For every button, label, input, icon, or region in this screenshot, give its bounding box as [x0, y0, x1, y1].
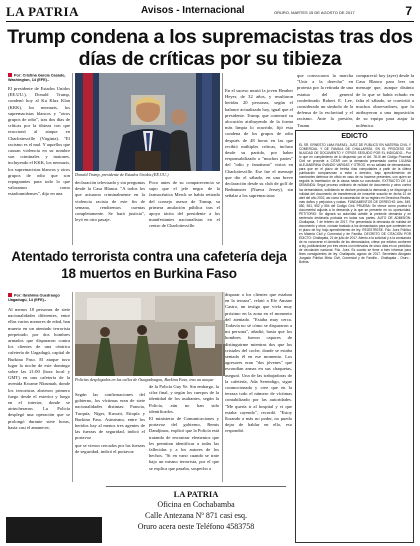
trump-photo-caption: Donald Trump, presidente de Estados Unidos (EE.UU.)	[75, 172, 169, 177]
edicto-notice	[295, 130, 414, 543]
story2-headline: Atentado terrorista contra una cafetería deja 18 muertos en Burkina Faso	[11, 249, 287, 281]
issue-date: ORURO, MARTES 15 DE AGOSTO DE 2017	[274, 10, 355, 15]
story1-column-6	[356, 73, 414, 127]
story1-column-3	[149, 180, 220, 246]
story1-column-2-text: declaración televisada y sin preguntas desde la Casa Blanca. "A todos los que actuaron criminalmente en la violencia racista de este fin de semana, rendiremos cuentas completamente. Se hará justicia", leyó en otro pasaje.	[75, 180, 145, 223]
story2-column-2-text: Según las confirmaciones del gobierno, los víctimas eran de siete nacionalidades distintas: Francia, Turquía, Níger, Kuwait, Etiopía y Burkina Faso. Asimismo, entre los heridos hay al menos tres agentes de las fuerzas de seguridad, indicó el portavoz	[75, 392, 145, 441]
story1-column-5-text: que convocaron la marcha "Unir a la derecha" en protesta por la retirada de una estatua del general confederado Robert E. Lee, considerado un símbolo de la defensa de la esclavitud y el racismo. Ante la presión, Trump	[297, 73, 353, 127]
column-rule	[72, 73, 73, 245]
story1-column-4	[225, 88, 293, 246]
ad-line-2: Calle Antezana Nº 871 casi esq.	[144, 511, 247, 520]
story2-column-3-text: El ministerio de Comunicaciones y portavoz del gobierno, Remis Dandjinou, explicó que la Policía está tratando de encontrar elementos que les permitan identificar a todas las fallecidas y a los autores de los hechos. "Si en vano cuando se trate bajo un mismo terrorista, por el que se explica que pasaba, sospecho a	[149, 416, 219, 471]
edicto-text: EL SR. ERNESTO LIMA RAFAEL, JUEZ DE PÚBLICO EN MATERIA CIVIL Y COMERCIAL Y DE FAMILIA DE CHALLAPATA, EN EL PROCESO DE NULIDAD DE DOCUMENTO Y OTROS SEGUIDO POR EL INDICADO... Por lo que en cumplimiento de lo dispuesto por el Art. 78-III del Código Procesal Civil se procede a CITAR con la demanda presentada contra LILIANA ALEJANDRINA OVANDO VARGAS Y OTROS, en su calidad de demandados, para que en el plazo de treinta días computables a partir de la última publicación comparezcan a estar a derecho, bajo apercibimiento de nombrarles defensor de oficio en caso de no hacerse presentes, con quien se seguirá la tramitación de la causa hasta su conclusión. EXTRACTO DE LA DEMANDA: Seguí proceso ordinario de nulidad de documento y otros contra los demandados, solicitando se declare probada la demanda y se disponga la nulidad del documento de transferencia de inmueble suscrito en fecha 12 de abril del año 2002, así como la cancelación de su registro en Derechos Reales, más daños y perjuicios y costas. FUNDAMENTOS DE DERECHO: Arts. 549, 550, 551, 552 y 554 del Código Civil. PRUEBA: Se ofrece como prueba la documental adjunta a la demanda y la que se presente en su oportunidad. PETITORIO: Se dignará su autoridad admitir la presente demanda y en sentencia declararla probada en todas sus partes. AUTO DE ADMISIÓN: Challapata, 7 de febrero de 2017. Por presentada la demanda de nulidad de documento y otros, córrase traslado a los demandados para que contesten en el plazo de ley, bajo apercibimiento de ley. REGÍSTRESE. Fdo. Juez Público en Materia Civil y Comercial y de Familia. DECRETO DE CITACIÓN POR EDICTO: Challapata, 21 de julio de 2017. Atento a la solicitud y a la constancia de no conocerse el domicilio de los demandados, cítese por edictos conforme a ley, publicándose por tres veces con intervalos de cinco días en un periódico de circulación nacional. Fdo. Juez. Es cuanto se tiene a bien informar para fines consiguientes de ley. Challapata, agosto de 2017. Secretario Abogado Juzgado Público Mixto Civil, Comercial y de Familia - Challapata - Oruro - Bolivia.	[299, 143, 411, 265]
bottom-advertisement	[6, 517, 102, 543]
story1-column-1-text: El presidente de Estados Unidos (EE.UU.), Donald Trump, condenó hoy al Ku Klux Klan (KKK), los neonazis, los supremacistas blancos y "otros grupos de odio", tras dos días de críticas por la tibieza con que reaccionó al ataque en Charlottesville (Virginia). "El racismo es el mal. Y aquellos que causan violencia en su nombre son criminales y matones, incluyendo el KKK, los neonazis, los supremacistas blancos y otros grupos de odio que son repugnantes para todo lo que valoramos como estadounidenses", dijo en una	[8, 86, 70, 197]
byline-author: Por: Cristina García Casado,	[14, 73, 66, 78]
story1-headline: Trump condena a los supremacistas tras dos días de críticas por su tibieza	[7, 26, 413, 70]
story2-column-3	[149, 384, 219, 484]
column-rule	[72, 292, 73, 482]
story2-byline	[8, 293, 70, 303]
byline-dateline: Washington, 14 (EFE).-	[8, 78, 50, 83]
column-rule	[222, 73, 223, 245]
trump-photo	[75, 73, 220, 171]
burkina-photo-graphic	[75, 292, 225, 376]
byline-bullet-icon	[8, 73, 12, 77]
ad-line-3: Oruro acera oeste Teléfono 4583758	[137, 522, 255, 531]
byline-dateline: Uagadugú, 14 (EFE).-	[8, 298, 47, 303]
ad-line-1: Oficina en Cochabamba	[157, 500, 235, 509]
section-title: Avisos - Internacional	[141, 5, 245, 16]
story2-column-1	[8, 307, 70, 513]
story1-column-3-text: Poco antes de su comparecencia se supo que el jefe negro de la farmacéutica Merck se había retirado del consejo asesor de Trump, su primera anulación pública tras el apoyo tácito del presidente a los manifestantes nacionalistas en el centro de Charlottesville.	[149, 180, 220, 229]
story1-column-6-text: compareció hoy (ayer) desde la Casa Blanca para leer un mensaje que, aunque distinto de lo que se había echado en falta el sábado, se convirtió a muchos observadores, que lo atribuyeron a una imposición de su equipo para atajar la polémica.	[356, 73, 414, 127]
trump-photo-graphic	[75, 73, 220, 171]
byline-bullet-icon	[8, 293, 12, 297]
edicto-title: EDICTO	[341, 133, 368, 140]
story1-column-5	[297, 73, 353, 127]
page-number: 7	[405, 4, 412, 18]
story2-column-4-text: disparar a los clientes que estaban en la terraza", relató a Efe Amane Castro, un testigo que vivía muy próximo en la zona en el momento del atentado. "Estaba muy cerca. Todavía no sé cómo se dispararon a mi persona", añadió, hasta que los hombres fueron capaces de distinguirme mientras dos que los cristales del coche, donde se estaba sentado él en ese momento. Los agresores eran "dos jóvenes" que escondían armas en sus chaquetas, aseguró. Una de las trabajadoras de la cafetería, Ada Serendigo, sigue conmocionada y cree que en la terraza todo el número de víctimas contabilizado por las autoridades. "Me quería ir al hospital y vi que estaba cayendo", recordó. "Estoy llorando a más no poder, no puedo dejar de hablar en ello, eso respondió.	[225, 292, 292, 434]
story1-column-4-text: En el suceso murió la joven Heather Heyer, de 32 años, y resultaron heridas 20 personas, según el balance actualizado hoy, igual que el presidente. Trump, que comenzó su alocución atribuyendo de la forma más limpia lo ocurrido, fijó esta condena de los grupos de odio después de 48 horas en las que recibió múltiples críticas, incluso desde su partido, por haber responsabilizado a "muchos partes" del "odio y fanatismo" vistos en Charlottesville. Ese fue el mensaje que dio el sábado, en una breve declaración desde su club de golf de Bedminster (Nueva Jersey), sin señalar a los supremacistas	[225, 88, 293, 199]
byline-author: Por: Ibrahima Ouedraogo	[14, 293, 60, 298]
story2-column-2-text-b: que se vieron cercados por las fuerzas de seguridad, indicó el portavoz	[75, 442, 145, 454]
story2-column-1-text: Al menos 18 personas de siete nacionalidades diferentes, entre ellas varios menores de edad, han muerto en un atentado terrorista perpetrado por dos hombres armados que dispararon contra los clientes de una céntrica cafetería de Uagadugú, capital de Burkina Faso. El ataque tuvo lugar la noche de este domingo sobre las 21:00 (hora local y GMT) en una cafetería de la avenida Kwame Nkrumah, donde los terroristas abrieron primero fuego desde el exterior y luego en el interior, donde se atrincheraron. La Policía desplegó una operación que se prolongó durante siete horas, hasta casi el amanecer,	[8, 307, 70, 430]
ad-title: LA PATRIA	[173, 489, 219, 499]
masthead	[6, 4, 414, 22]
story2-column-2	[75, 392, 145, 484]
column-rule	[222, 292, 223, 482]
story2-column-4	[225, 292, 292, 484]
story2-column-3-text-a: de la Policía Guy Ye. Sin embargo, la cifra final, y según los cuerpos de la identidad de los asaltantes, según la Policía, aún no han sido identificados.	[149, 384, 219, 414]
burkina-photo-caption: Policías desplegados en las calles de Ouagadougou, Burkina Faso, tras un ataque	[75, 377, 214, 382]
office-advertisement	[106, 486, 286, 544]
story1-column-2	[75, 180, 145, 246]
newspaper-logo: LA PATRIA	[6, 4, 79, 19]
story1-byline	[8, 73, 70, 83]
burkina-photo	[75, 292, 225, 376]
story1-column-1	[8, 86, 70, 244]
